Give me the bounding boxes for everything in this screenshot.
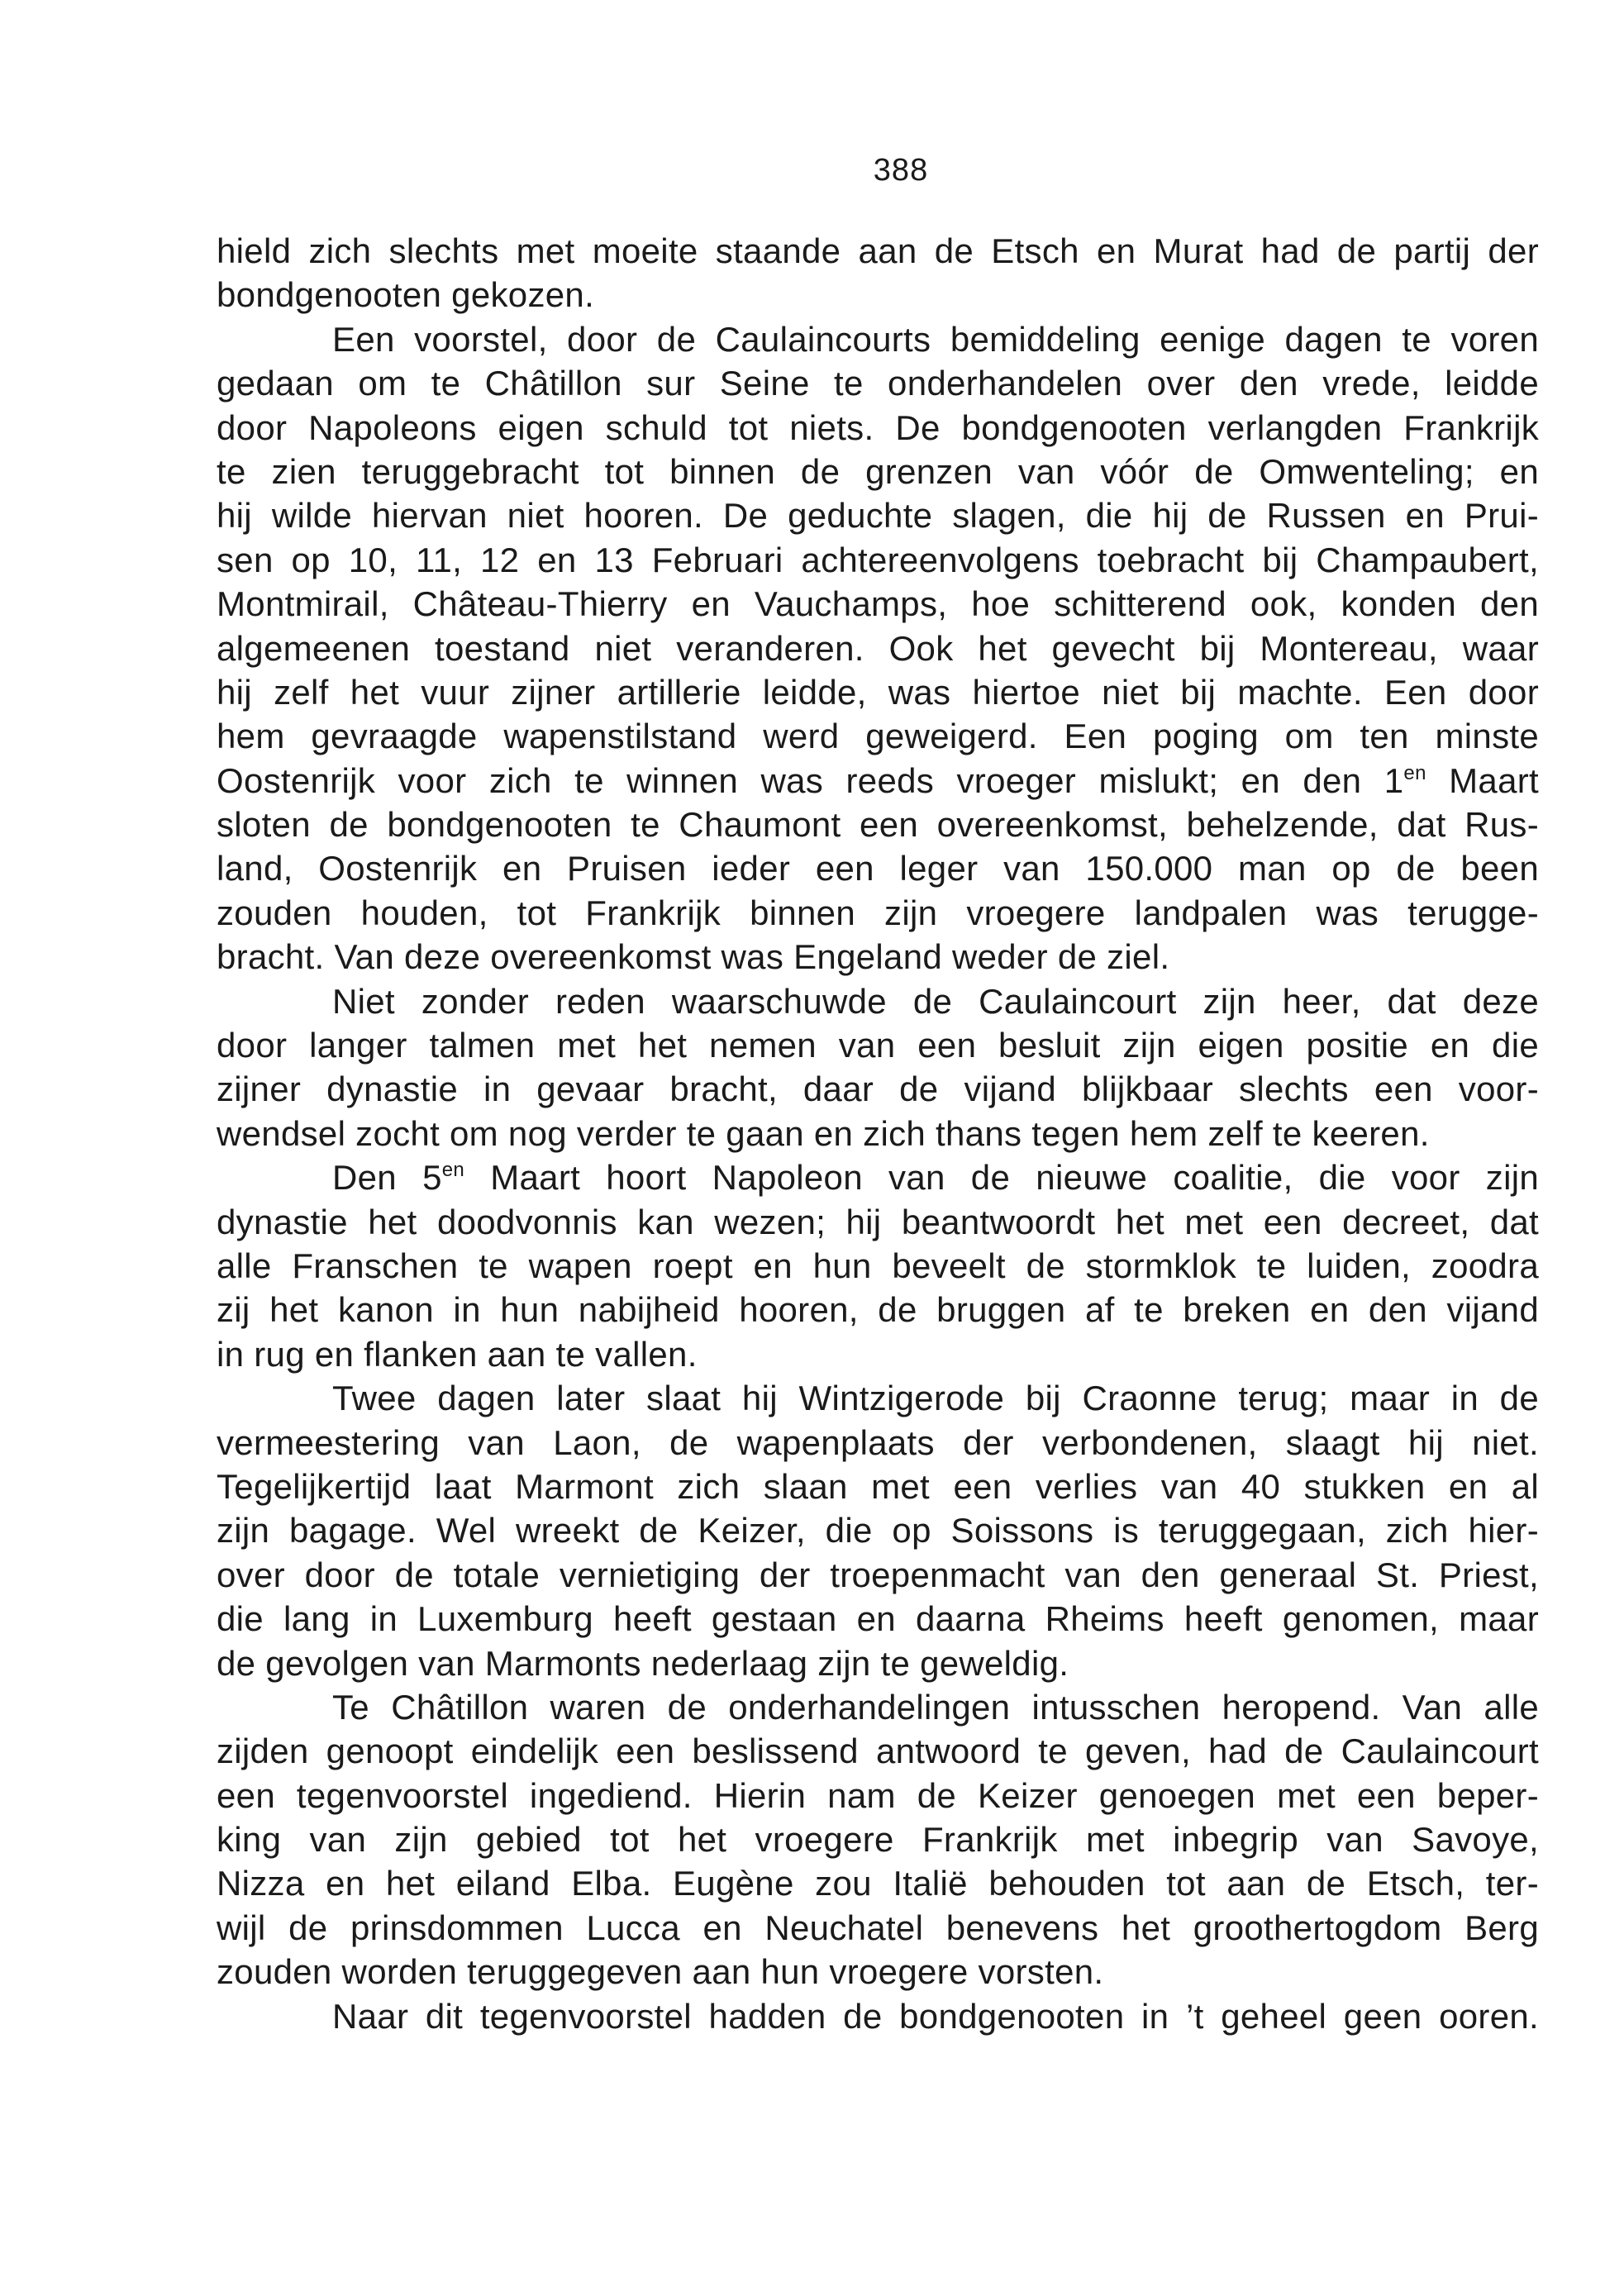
text-line: zouden worden teruggegeven aan hun vroegere vorsten. [217, 1952, 1104, 1992]
text-line: door langer talmen met het nemen van een besluit zijn eigen positie en die [217, 1026, 1539, 1065]
text-line: over door de totale vernietiging der troepenmacht van den generaal St. Priest, [217, 1555, 1539, 1594]
text-line: een tegenvoorstel ingediend. Hierin nam de Keizer genoegen met een beper- [217, 1775, 1539, 1815]
paragraph [217, 979, 1539, 1156]
paragraph [217, 1685, 1539, 1994]
text-line: Te Châtillon waren de onderhandelingen intusschen heropend. Van alle [332, 1687, 1539, 1727]
text-segment: Maart hoort Napoleon van de nieuwe coalitie, die voor zijn [464, 1158, 1540, 1198]
paragraph [217, 1376, 1539, 1685]
text-line [217, 759, 1539, 803]
text-line: zij het kanon in hun nabijheid hooren, de bruggen af te breken en den vijand [217, 1290, 1539, 1330]
text-line: dynastie het doodvonnis kan wezen; hij beantwoordt het met een decreet, dat [217, 1202, 1539, 1241]
text-line: hij zelf het vuur zijner artillerie leidde, was hiertoe niet bij machte. Een door [217, 672, 1539, 712]
text-line: king van zijn gebied tot het vroegere Frankrijk met inbegrip van Savoye, [217, 1820, 1539, 1860]
text-segment: Oostenrijk voor zich te winnen was reeds vroeger mislukt; en den 1 [217, 760, 1404, 800]
text-line: land, Oostenrijk en Pruisen ieder een leger van 150.000 man op de been [217, 849, 1539, 888]
paragraph [217, 1994, 1539, 2038]
text-line: gedaan om te Châtillon sur Seine te onderhandelen over den vrede, leidde [217, 364, 1539, 403]
text-line: alle Franschen te wapen roept en hun beveelt de stormklok te luiden, zoodra [217, 1246, 1539, 1285]
text-line: zouden houden, tot Frankrijk binnen zijn vroegere landpalen was terugge- [217, 893, 1539, 932]
paragraph [217, 317, 1539, 979]
text-line: vermeestering van Laon, de wapenplaats der verbondenen, slaagt hij niet. [217, 1422, 1539, 1462]
text-segment: Maart [1426, 760, 1540, 800]
paragraph [217, 1155, 1539, 1376]
text-line: bracht. Van deze overeenkomst was Engeland weder de ziel. [217, 937, 1170, 977]
text-line: door Napoleons eigen schuld tot niets. De bondgenooten verlangden Frankrijk [217, 407, 1539, 447]
paragraph [217, 229, 1539, 317]
text-line: te zien teruggebracht tot binnen de grenzen van vóór de Omwenteling; en [217, 451, 1539, 491]
body-text [217, 229, 1539, 2038]
text-segment: Den 5 [332, 1158, 442, 1198]
text-line: Naar dit tegenvoorstel hadden de bondgenooten in ’t geheel geen ooren. [332, 1996, 1539, 2036]
text-line: de gevolgen van Marmonts nederlaag zijn te geweldig. [217, 1643, 1069, 1683]
text-line: hij wilde hiervan niet hooren. De geduchte slagen, die hij de Russen en Prui- [217, 496, 1539, 536]
text-line: hield zich slechts met moeite staande aan de Etsch en Murat had de partij der [217, 231, 1539, 270]
text-line: in rug en flanken aan te vallen. [217, 1334, 698, 1374]
text-line: sen op 10, 11, 12 en 13 Februari achtereenvolgens toebracht bij Champaubert, [217, 540, 1539, 579]
text-line: algemeenen toestand niet veranderen. Ook het gevecht bij Montereau, waar [217, 628, 1539, 668]
text-line: die lang in Luxemburg heeft gestaan en daarna Rheims heeft genomen, maar [217, 1599, 1539, 1639]
text-line: sloten de bondgenooten te Chaumont een overeenkomst, behelzende, dat Rus- [217, 805, 1539, 845]
text-line: hem gevraagde wapenstilstand werd geweigerd. Een poging om ten minste [217, 717, 1539, 756]
text-line: wendsel zocht om nog verder te gaan en zich thans tegen hem zelf te keeren. [217, 1113, 1430, 1153]
superscript: en [1403, 761, 1426, 784]
text-line: wijl de prinsdommen Lucca en Neuchatel benevens het groothertogdom Berg [217, 1908, 1539, 1947]
text-line: Tegelijkertijd laat Marmont zich slaan met een verlies van 40 stukken en al [217, 1466, 1539, 1506]
text-line: zijden genoopt eindelijk een beslissend antwoord te geven, had de Caulaincourt [217, 1732, 1539, 1771]
text-line: Montmirail, Château-Thierry en Vauchamps, hoe schitterend ook, konden den [217, 584, 1539, 624]
text-line: bondgenooten gekozen. [217, 275, 595, 315]
text-line: Twee dagen later slaat hij Wintzigerode bij Craonne terug; maar in de [332, 1379, 1539, 1418]
text-line: zijner dynastie in gevaar bracht, daar de vijand blijkbaar slechts een voor- [217, 1069, 1539, 1109]
text-line [217, 1155, 1539, 1199]
text-line: Niet zonder reden waarschuwde de Caulaincourt zijn heer, dat deze [332, 981, 1539, 1021]
superscript: en [441, 1159, 465, 1182]
text-line: zijn bagage. Wel wreekt de Keizer, die op Soissons is teruggegaan, zich hier- [217, 1511, 1539, 1551]
text-line: Nizza en het eiland Elba. Eugène zou Italië behouden tot aan de Etsch, ter- [217, 1864, 1539, 1903]
page-number: 388 [873, 153, 929, 188]
text-line: Een voorstel, door de Caulaincourts bemiddeling eenige dagen te voren [332, 319, 1539, 359]
